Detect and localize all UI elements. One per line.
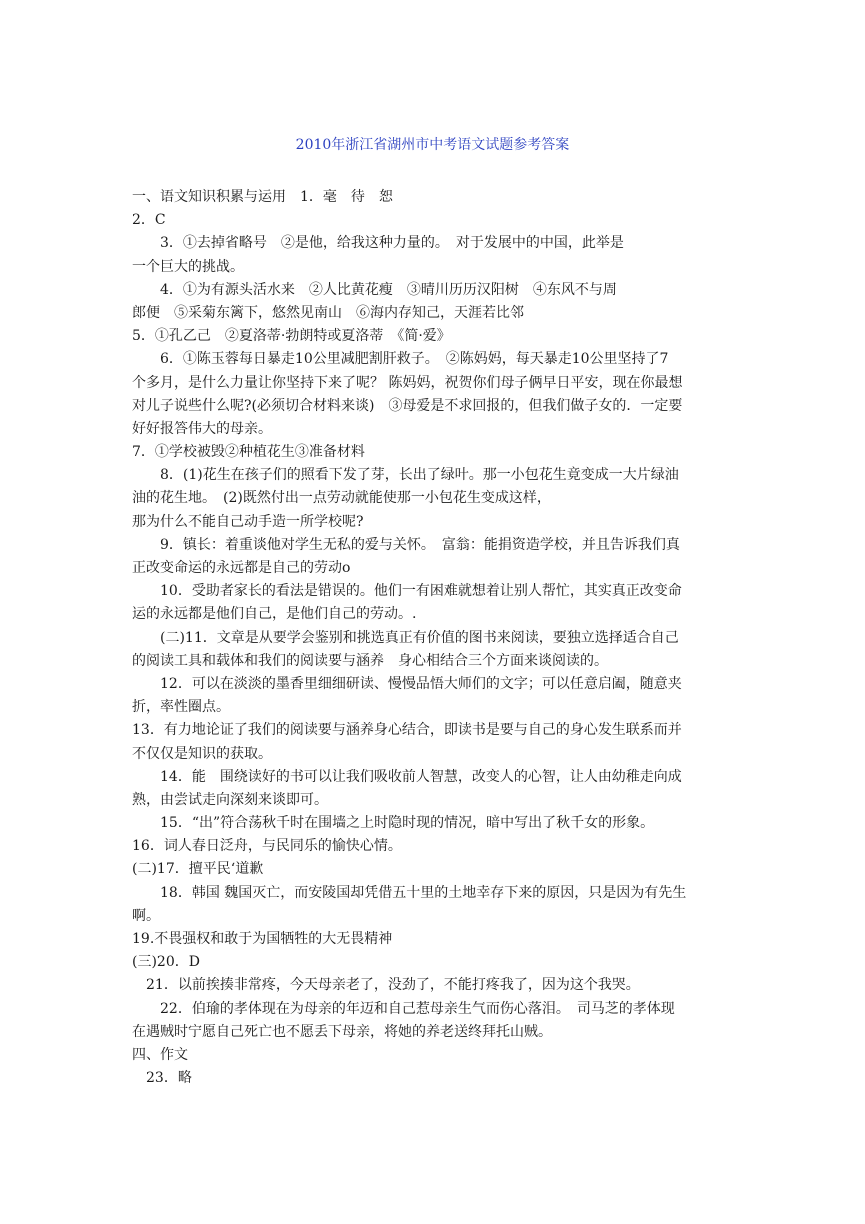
answer-line: 在遇贼时宁愿自己死亡也不愿丢下母亲，将她的养老送终拜托山贼。 <box>132 1023 552 1040</box>
answer-line: 不仅仅是知识的获取。 <box>132 745 272 762</box>
answer-line: 21．以前挨揍非常疼，今天母亲老了，没劲了，不能打疼我了，因为这个我哭。 <box>132 977 640 994</box>
answer-line: 3．①去掉省略号 ②是他，给我这种力量的。 对于发展中的中国，此举是 <box>132 235 624 252</box>
answer-line: 运的永远都是他们自己，是他们自己的劳动。. <box>132 606 417 623</box>
answer-line: 四、作文 <box>132 1046 188 1063</box>
answer-line: (二)11．文章是从要学会鉴别和挑选真正有价值的图书来阅读，要独立选择适合自己 <box>132 629 679 646</box>
answer-line: 7．①学校被毁②种植花生③准备材料 <box>132 444 365 461</box>
document-title: 2010年浙江省湖州市中考语文试题参考答案 <box>295 137 570 153</box>
answer-line: 啊。 <box>132 907 160 924</box>
answer-line: 18．韩国 魏国灭亡，而安陵国却凭借五十里的土地幸存下来的原因，只是因为有先生 <box>132 884 687 901</box>
answer-line: 13．有力地论证了我们的阅读要与涵养身心结合，即读书是要与自己的身心发生联系而并 <box>132 722 682 739</box>
answer-line: 2．C <box>132 212 166 229</box>
answer-line: 一个巨大的挑战。 <box>132 258 244 275</box>
answer-line: 折，率性圈点。 <box>132 699 230 716</box>
answer-line: 22．伯瑜的孝体现在为母亲的年迈和自己惹母亲生气而伤心落泪。 司马芝的孝体现 <box>132 1000 675 1017</box>
answer-line: 8．(1)花生在孩子们的照看下发了芽，长出了绿叶。那一小包花生竟变成一大片绿油 <box>132 467 679 484</box>
answer-line: 12．可以在淡淡的墨香里细细研读、慢慢品悟大师们的文字；可以任意启阖，随意夹 <box>132 675 682 692</box>
answer-line: 油的花生地。 (2)既然付出一点劳动就能使那一小包花生变成这样， <box>132 490 551 507</box>
answer-line: 14．能 围绕读好的书可以让我们吸收前人智慧，改变人的心智，让人由幼稚走向成 <box>132 768 682 785</box>
answer-line: 5．①孔乙己 ②夏洛蒂·勃朗特或夏洛蒂 《简·爱》 <box>132 328 451 345</box>
answer-line: 9．镇长：着重谈他对学生无私的爱与关怀。 富翁：能捐资造学校，并且告诉我们真 <box>132 536 680 553</box>
answer-line: 一、语文知识积累与运用 1．毫 待 恕 <box>132 189 393 205</box>
answer-line: 郎便 ⑤采菊东篱下，悠然见南山 ⑥海内存知己，天涯若比邻 <box>132 304 524 321</box>
answer-line: 19.不畏强权和敢于为国牺牲的大无畏精神 <box>132 931 393 947</box>
answer-text-body <box>132 186 740 1090</box>
answer-line: 6．①陈玉蓉每日暴走10公里减肥割肝救子。 ②陈妈妈，每天暴走10公里坚持了7 <box>132 351 669 368</box>
answer-line: 10．受助者家长的看法是错误的。他们一有困难就想着让别人帮忙，其实真正改变命 <box>132 583 682 600</box>
answer-line: 好好报答伟大的母亲。 <box>132 420 272 437</box>
answer-line: 4．①为有源头活水来 ②人比黄花瘦 ③晴川历历汉阳树 ④东风不与周 <box>132 281 617 298</box>
answer-line: 正改变命运的永远都是自己的劳动o <box>132 560 351 576</box>
answer-line: 对儿子说些什么呢?(必须切合材料来谈) ③母爱是不求回报的，但我们做子女的．一定要 <box>132 397 683 414</box>
answer-line: 那为什么不能自己动手造一所学校呢? <box>132 513 364 530</box>
answer-line: 个多月，是什么力量让你坚持下来了呢？ 陈妈妈，祝贺你们母子俩早日平安，现在你最想 <box>132 374 683 391</box>
answer-line: 的阅读工具和载体和我们的阅读要与涵养 身心相结合三个方面来谈阅读的。 <box>132 652 608 669</box>
answer-line: 23．略 <box>132 1070 192 1087</box>
answer-line: 15．“出”符合荡秋千时在围墙之上时隐时现的情况，暗中写出了秋千女的形象。 <box>132 815 655 832</box>
answer-line: 16．词人春日泛舟，与民同乐的愉快心情。 <box>132 838 402 855</box>
answer-line: (二)17．擅平民‘道歉 <box>132 861 264 878</box>
answer-line: 熟，由尝试走向深刻来谈即可。 <box>132 791 328 808</box>
answer-line: (三)20．D <box>132 954 200 971</box>
